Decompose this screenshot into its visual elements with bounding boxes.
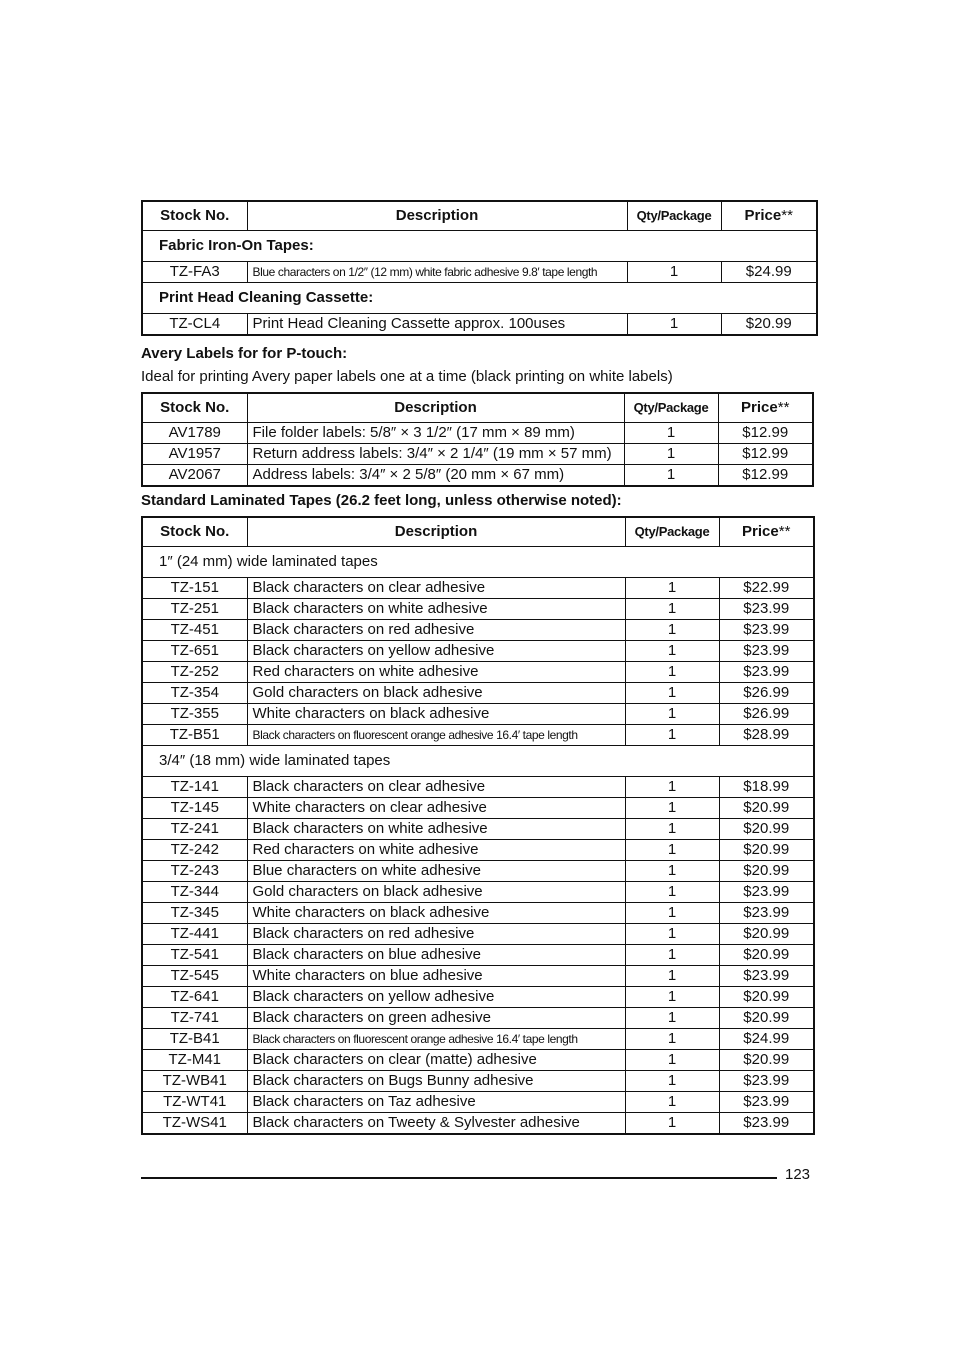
laminated-tapes-table [141, 516, 815, 1135]
description-cell: Gold characters on black adhesive [247, 882, 625, 903]
qty-cell: 1 [625, 1029, 719, 1050]
description-cell: Blue characters on 1/2″ (12 mm) white fabric adhesive 9.8′ tape length [247, 262, 627, 283]
description-cell: Black characters on clear adhesive [247, 578, 625, 599]
description-cell: Address labels: 3/4″ × 2 5/8″ (20 mm × 67 mm) [247, 465, 624, 487]
table-row [142, 1113, 814, 1135]
price-cell: $20.99 [719, 1050, 814, 1071]
price-cell: $23.99 [719, 882, 814, 903]
qty-cell: 1 [624, 423, 718, 444]
description-cell: Black characters on fluorescent orange adhesive 16.4′ tape length [247, 1029, 625, 1050]
price-cell: $20.99 [721, 314, 817, 336]
stock-no-cell: TZ-151 [142, 578, 247, 599]
laminated-heading: Standard Laminated Tapes (26.2 feet long, unless otherwise noted): [141, 492, 622, 509]
header-description: Description [247, 201, 627, 231]
description-cell: Print Head Cleaning Cassette approx. 100uses [247, 314, 627, 336]
header-qty-package: Qty/Package [627, 201, 721, 231]
table-row [142, 662, 814, 683]
stock-no-cell: TZ-241 [142, 819, 247, 840]
qty-cell: 1 [625, 662, 719, 683]
section-title: 3/4″ (18 mm) wide laminated tapes [142, 746, 814, 777]
qty-cell: 1 [625, 704, 719, 725]
header-qty-package: Qty/Package [625, 517, 719, 547]
table-header-row [142, 517, 814, 547]
stock-no-cell: TZ-252 [142, 662, 247, 683]
description-cell: Black characters on white adhesive [247, 819, 625, 840]
fabric-cleaning-table [141, 200, 818, 336]
description-cell: Black characters on white adhesive [247, 599, 625, 620]
stock-no-cell: TZ-WB41 [142, 1071, 247, 1092]
description-cell: Blue characters on white adhesive [247, 861, 625, 882]
qty-cell: 1 [625, 1092, 719, 1113]
qty-cell: 1 [627, 262, 721, 283]
description-cell: Black characters on Taz adhesive [247, 1092, 625, 1113]
page-number: 123 [785, 1166, 811, 1183]
price-cell: $20.99 [719, 987, 814, 1008]
qty-cell: 1 [625, 945, 719, 966]
stock-no-cell: TZ-651 [142, 641, 247, 662]
description-cell: Black characters on yellow adhesive [247, 987, 625, 1008]
table-header-row [142, 393, 813, 423]
qty-cell: 1 [624, 444, 718, 465]
header-price-label: Price [741, 399, 778, 416]
qty-cell: 1 [625, 903, 719, 924]
header-description: Description [247, 517, 625, 547]
price-cell: $12.99 [718, 465, 813, 487]
stock-no-cell: TZ-355 [142, 704, 247, 725]
section-header-row [142, 746, 814, 777]
price-cell: $18.99 [719, 777, 814, 798]
qty-cell: 1 [625, 1008, 719, 1029]
header-stock-no: Stock No. [142, 517, 247, 547]
table-row [142, 578, 814, 599]
table-row [142, 1050, 814, 1071]
header-price-label: Price [744, 207, 782, 224]
price-cell: $20.99 [719, 924, 814, 945]
table-row [142, 861, 814, 882]
table-row [142, 1071, 814, 1092]
stock-no-cell: TZ-243 [142, 861, 247, 882]
qty-cell: 1 [625, 819, 719, 840]
stock-no-cell: AV2067 [142, 465, 247, 487]
stock-no-cell: TZ-B41 [142, 1029, 247, 1050]
description-cell: Black characters on Bugs Bunny adhesive [247, 1071, 625, 1092]
stock-no-cell: TZ-M41 [142, 1050, 247, 1071]
qty-cell: 1 [625, 578, 719, 599]
stock-no-cell: TZ-141 [142, 777, 247, 798]
qty-cell: 1 [625, 599, 719, 620]
section-header-row [142, 283, 817, 314]
header-price [721, 201, 817, 231]
footer-rule [141, 1177, 777, 1179]
qty-cell: 1 [625, 987, 719, 1008]
price-cell: $26.99 [719, 683, 814, 704]
description-cell: White characters on clear adhesive [247, 798, 625, 819]
qty-cell: 1 [625, 840, 719, 861]
section-header-row [142, 231, 817, 262]
table-row [142, 777, 814, 798]
table-row [142, 1008, 814, 1029]
table-row [142, 704, 814, 725]
header-price-mark: ** [781, 207, 793, 224]
table-row [142, 465, 813, 487]
avery-heading: Avery Labels for for P-touch: [141, 345, 348, 362]
stock-no-cell: TZ-345 [142, 903, 247, 924]
price-cell: $23.99 [719, 599, 814, 620]
qty-cell: 1 [624, 465, 718, 487]
qty-cell: 1 [625, 641, 719, 662]
price-cell: $22.99 [719, 578, 814, 599]
qty-cell: 1 [625, 1050, 719, 1071]
price-cell: $23.99 [719, 1092, 814, 1113]
table-row [142, 1029, 814, 1050]
table-row [142, 798, 814, 819]
description-cell: Black characters on red adhesive [247, 620, 625, 641]
description-cell: White characters on black adhesive [247, 704, 625, 725]
table-row [142, 725, 814, 746]
table-row [142, 444, 813, 465]
section-title: Print Head Cleaning Cassette: [142, 283, 817, 314]
price-cell: $23.99 [719, 966, 814, 987]
header-price [718, 393, 813, 423]
price-cell: $26.99 [719, 704, 814, 725]
stock-no-cell: TZ-242 [142, 840, 247, 861]
stock-no-cell: TZ-B51 [142, 725, 247, 746]
price-cell: $20.99 [719, 1008, 814, 1029]
description-cell: Black characters on yellow adhesive [247, 641, 625, 662]
table-row [142, 423, 813, 444]
table-row [142, 262, 817, 283]
section-header-row [142, 547, 814, 578]
header-description: Description [247, 393, 624, 423]
price-cell: $20.99 [719, 945, 814, 966]
description-cell: File folder labels: 5/8″ × 3 1/2″ (17 mm × 89 mm) [247, 423, 624, 444]
stock-no-cell: TZ-545 [142, 966, 247, 987]
table-row [142, 903, 814, 924]
price-cell: $24.99 [721, 262, 817, 283]
header-price-mark: ** [778, 523, 791, 540]
description-cell: Black characters on clear (matte) adhesive [247, 1050, 625, 1071]
description-cell: Black characters on blue adhesive [247, 945, 625, 966]
qty-cell: 1 [625, 798, 719, 819]
stock-no-cell: TZ-145 [142, 798, 247, 819]
qty-cell: 1 [625, 966, 719, 987]
description-cell: Red characters on white adhesive [247, 840, 625, 861]
qty-cell: 1 [625, 1113, 719, 1135]
description-cell: White characters on blue adhesive [247, 966, 625, 987]
qty-cell: 1 [625, 683, 719, 704]
stock-no-cell: TZ-WS41 [142, 1113, 247, 1135]
table-row [142, 819, 814, 840]
qty-cell: 1 [625, 924, 719, 945]
table-row [142, 1092, 814, 1113]
header-price-mark: ** [777, 399, 790, 416]
description-cell: Black characters on red adhesive [247, 924, 625, 945]
qty-cell: 1 [625, 620, 719, 641]
description-cell: Black characters on fluorescent orange adhesive 16.4′ tape length [247, 725, 625, 746]
price-cell: $20.99 [719, 798, 814, 819]
qty-cell: 1 [625, 882, 719, 903]
stock-no-cell: AV1789 [142, 423, 247, 444]
section-title: 1″ (24 mm) wide laminated tapes [142, 547, 814, 578]
avery-labels-table [141, 392, 814, 487]
header-stock-no: Stock No. [142, 201, 247, 231]
price-cell: $20.99 [719, 840, 814, 861]
price-cell: $20.99 [719, 819, 814, 840]
header-qty-package: Qty/Package [624, 393, 718, 423]
stock-no-cell: TZ-344 [142, 882, 247, 903]
table-header-row [142, 201, 817, 231]
table-row [142, 882, 814, 903]
table-row [142, 599, 814, 620]
description-cell: Gold characters on black adhesive [247, 683, 625, 704]
qty-cell: 1 [625, 725, 719, 746]
stock-no-cell: TZ-251 [142, 599, 247, 620]
price-cell: $23.99 [719, 903, 814, 924]
price-cell: $28.99 [719, 725, 814, 746]
table-row [142, 966, 814, 987]
stock-no-cell: TZ-FA3 [142, 262, 247, 283]
price-cell: $12.99 [718, 444, 813, 465]
stock-no-cell: TZ-641 [142, 987, 247, 1008]
description-cell: White characters on black adhesive [247, 903, 625, 924]
price-cell: $23.99 [719, 662, 814, 683]
stock-no-cell: TZ-741 [142, 1008, 247, 1029]
table-row [142, 987, 814, 1008]
qty-cell: 1 [625, 861, 719, 882]
price-cell: $23.99 [719, 641, 814, 662]
stock-no-cell: TZ-441 [142, 924, 247, 945]
header-stock-no: Stock No. [142, 393, 247, 423]
price-cell: $23.99 [719, 1071, 814, 1092]
table-row [142, 314, 817, 336]
header-price-label: Price [742, 523, 779, 540]
description-cell: Red characters on white adhesive [247, 662, 625, 683]
price-cell: $23.99 [719, 620, 814, 641]
section-title: Fabric Iron-On Tapes: [142, 231, 817, 262]
qty-cell: 1 [625, 1071, 719, 1092]
price-cell: $20.99 [719, 861, 814, 882]
stock-no-cell: AV1957 [142, 444, 247, 465]
table-row [142, 620, 814, 641]
stock-no-cell: TZ-CL4 [142, 314, 247, 336]
price-cell: $24.99 [719, 1029, 814, 1050]
table-row [142, 945, 814, 966]
description-cell: Black characters on clear adhesive [247, 777, 625, 798]
table-row [142, 683, 814, 704]
qty-cell: 1 [625, 777, 719, 798]
table-row [142, 924, 814, 945]
price-cell: $23.99 [719, 1113, 814, 1135]
stock-no-cell: TZ-354 [142, 683, 247, 704]
price-cell: $12.99 [718, 423, 813, 444]
qty-cell: 1 [627, 314, 721, 336]
description-cell: Black characters on green adhesive [247, 1008, 625, 1029]
table-row [142, 641, 814, 662]
stock-no-cell: TZ-451 [142, 620, 247, 641]
stock-no-cell: TZ-541 [142, 945, 247, 966]
description-cell: Return address labels: 3/4″ × 2 1/4″ (19 mm × 57 mm) [247, 444, 624, 465]
header-price [719, 517, 814, 547]
avery-subheading: Ideal for printing Avery paper labels one at a time (black printing on white labels) [141, 368, 673, 385]
stock-no-cell: TZ-WT41 [142, 1092, 247, 1113]
description-cell: Black characters on Tweety & Sylvester adhesive [247, 1113, 625, 1135]
table-row [142, 840, 814, 861]
